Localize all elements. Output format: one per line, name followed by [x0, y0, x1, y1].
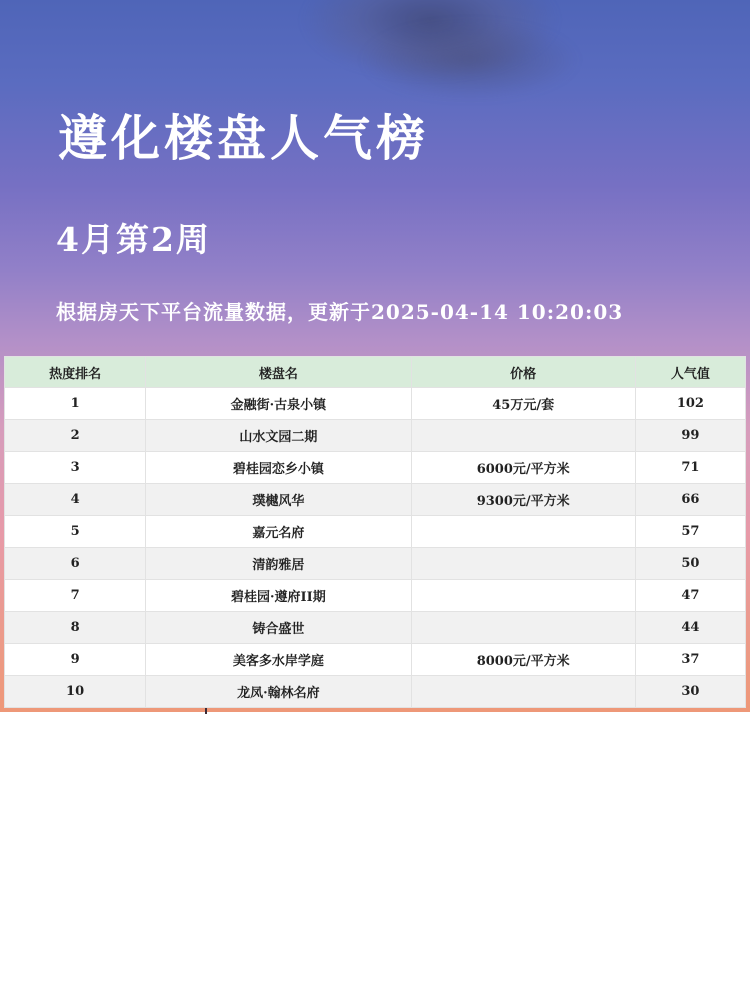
price-cell	[411, 516, 635, 548]
week-subtitle: 4月第2周	[56, 220, 211, 259]
table-header-row	[5, 357, 746, 388]
name-cell: 铸合盛世	[146, 612, 411, 644]
ranking-table	[4, 356, 746, 708]
rank-cell: 8	[5, 612, 146, 644]
price-cell	[411, 548, 635, 580]
price-cell: 9300元/平方米	[411, 484, 635, 516]
name-cell: 山水文园二期	[146, 420, 411, 452]
rank-cell: 4	[5, 484, 146, 516]
cloud-decoration-2	[360, 20, 580, 100]
popularity-cell: 57	[635, 516, 745, 548]
popularity-cell: 66	[635, 484, 745, 516]
table-row	[5, 676, 746, 708]
header-name: 楼盘名	[146, 357, 411, 388]
table-row	[5, 516, 746, 548]
table-row	[5, 452, 746, 484]
rank-cell: 1	[5, 388, 146, 420]
header-price: 价格	[411, 357, 635, 388]
table-row	[5, 484, 746, 516]
table-row	[5, 612, 746, 644]
price-cell	[411, 676, 635, 708]
table-row	[5, 644, 746, 676]
name-cell: 嘉元名府	[146, 516, 411, 548]
price-cell	[411, 420, 635, 452]
name-cell: 碧桂园恋乡小镇	[146, 452, 411, 484]
rank-cell: 6	[5, 548, 146, 580]
rank-cell: 5	[5, 516, 146, 548]
popularity-cell: 99	[635, 420, 745, 452]
price-cell: 8000元/平方米	[411, 644, 635, 676]
price-cell: 45万元/套	[411, 388, 635, 420]
popularity-cell: 71	[635, 452, 745, 484]
table-row	[5, 580, 746, 612]
popularity-cell: 50	[635, 548, 745, 580]
popularity-cell: 37	[635, 644, 745, 676]
price-cell: 6000元/平方米	[411, 452, 635, 484]
price-cell	[411, 580, 635, 612]
name-cell: 龙凤·翰林名府	[146, 676, 411, 708]
name-cell: 碧桂园·遵府II期	[146, 580, 411, 612]
rank-cell: 9	[5, 644, 146, 676]
rank-cell: 2	[5, 420, 146, 452]
name-cell: 美客多水岸学庭	[146, 644, 411, 676]
rank-cell: 3	[5, 452, 146, 484]
table-row	[5, 548, 746, 580]
table-row	[5, 388, 746, 420]
page-title: 遵化楼盘人气榜	[58, 109, 430, 167]
data-source-note: 根据房天下平台流量数据，更新于2025-04-14 10:20:03	[56, 300, 624, 324]
rank-cell: 10	[5, 676, 146, 708]
header-popularity: 人气值	[635, 357, 745, 388]
name-cell: 璞樾风华	[146, 484, 411, 516]
popularity-cell: 30	[635, 676, 745, 708]
popularity-cell: 47	[635, 580, 745, 612]
popularity-cell: 102	[635, 388, 745, 420]
header-rank: 热度排名	[5, 357, 146, 388]
rank-cell: 7	[5, 580, 146, 612]
name-cell: 金融街·古泉小镇	[146, 388, 411, 420]
popularity-cell: 44	[635, 612, 745, 644]
name-cell: 清韵雅居	[146, 548, 411, 580]
table-row	[5, 420, 746, 452]
price-cell	[411, 612, 635, 644]
edge-mark	[205, 708, 207, 714]
